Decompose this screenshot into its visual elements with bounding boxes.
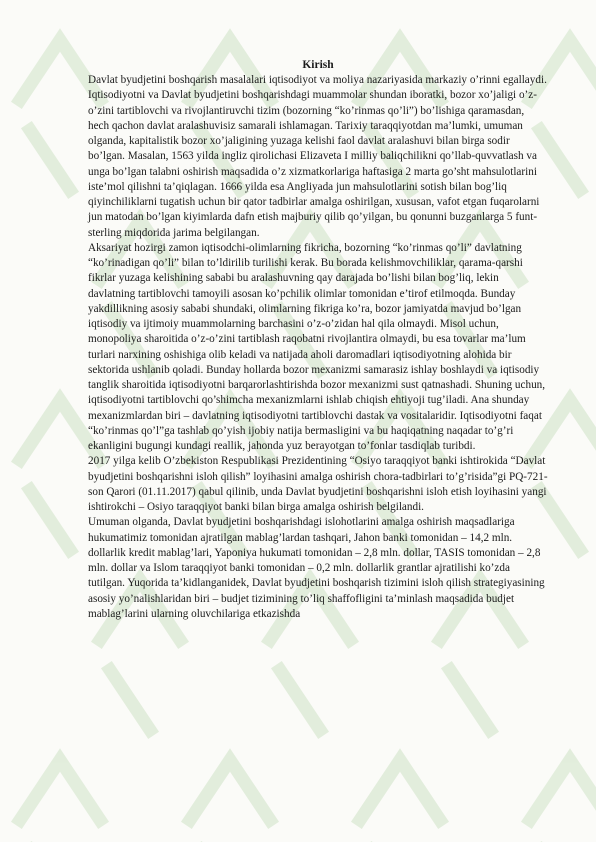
watermark-stroke [190, 760, 270, 842]
watermark-stroke [360, 760, 440, 842]
document-body [88, 58, 548, 622]
watermark-stroke [20, 760, 100, 842]
document-title: Kirish [302, 59, 334, 71]
paragraph-3: 2017 yilga kelib O’zbekiston Respublikasi Prezidentining “Osiyo taraqqiyot banki ishtirokida “Davlat byudjetini boshqarishni isloh qilish” loyihasini amalga oshirish chora-tadbirlari to’g’risida”gi PQ-721-son Qarori (01.11.2017) qabul qilinib, unda Davlat byudjetini boshqarishni isloh etish loyihasini yangi ishtirokchi – Osiyo taraqqiyot banki bilan birga amalga oshirish belgilandi. [88, 455, 548, 513]
paragraph-1: Davlat byudjetini boshqarish masalalari iqtisodiyot va moliya nazariyasida markaziy o’rinni egallaydi. Iqtisodiyotni va Davlat byudjetini boshqarishdagi muammolar shundan iboratki, bozor xo’jaligi o’z-o’zini tartiblovchi va rivojlantiruvchi tizim (bozorning “ko’rinmas qo’li”) bo’lishiga qaramasdan, hech qachon davlat aralashuvisiz samarali ishlamagan. Tarixiy taraqqiyotdan ma’lumki, umuman olganda, kapitalistik bozor xo’jaligining yuzaga kelishi faol davlat aralashuvi bilan birga sodir bo’lgan. Masalan, 1563 yilda ingliz qirolichasi Elizaveta I milliy baliqchilikni qo’llab-quvvatlash va unga bo’lgan talabni oshirish maqsadida o’z xizmatkorlariga haftasiga 2 marta go’sht mahsulotlarini iste’mol qilishni ta’qiqlagan. 1666 yilda esa Angliyada jun mahsulotlarini sotish bilan bog’liq qiyinchiliklarni tugatish uchun bir qator tadbirlar amalga oshirilgan, xususan, vafot etgan fuqarolarni jun matodan bo’lgan kiyimlarda dafn etish majburiy qilib qo’yilgan, bu qonunni buzganlarga 5 funt-sterling miqdorida jarima belgilangan. [88, 74, 547, 239]
paragraph-4: Umuman olganda, Davlat byudjetini boshqarishdagi islohotlarini amalga oshirish maqsadlariga hukumatimiz tomonidan ajratilgan mablag’lardan tashqari, Jahon banki tomonidan – 14,2 mln. dollarlik kredit mablag’lari, Yaponiya hukumati tomonidan – 2,8 mln. dollar, TASIS tomonidan – 2,8 mln. dollar va Islom taraqqiyot banki tomonidan – 0,2 mln. dollarlik grantlar ajratilishi ko’zda tutilgan. Yuqorida ta’kidlanganidek, Davlat byudjetini boshqarish tizimini isloh qilish strategiyasining asosiy yo’nalishlaridan biri – budjet tizimining to’liq shaffofligini ta’minlash maqsadida budjet mablag’larini ularning oluvchilariga etkazishda [88, 516, 545, 620]
watermark-stroke [530, 760, 596, 842]
paragraph-2: Aksariyat hozirgi zamon iqtisodchi-olimlarning fikricha, bozorning “ko’rinmas qo’li” davlatning “ko’rinadigan qo’li” bilan to’ldirilib turilishi kerak. Bu borada kelishmovchiliklar, qarama-qarshi fikrlar yuzaga kelishining sababi bu aralashuvning qay darajada bo’lishi bilan bog’liq, lekin davlatning tartiblovchi tamoyili asosan ko’pchilik olimlar tomonidan e’tirof etilmoqda. Bunday yakdillikning asosiy sababi shundaki, olimlarning fikriga ko’ra, bozor jamiyatda mavjud bo’lgan iqtisodiy va ijtimoiy muammolarning barchasini o’z-o’zidan hal qila olmaydi. Misol uchun, monopoliya sharoitida o’z-o’zini tartiblash raqobatni rivojlantira olmaydi, bu esa tovarlar ma’lum turlari narxining oshishiga olib keladi va natijada aholi daromadlari iqtisodiyotning alohida bir sektorida ushlanib qoladi. Bunday hollarda bozor mexanizmi samarasiz ishlay boshlaydi va iqtisodiy tanglik sharoitida iqtisodiyotni barqarorlashtirishda bozor mexanizmi sust qatnashadi. Shuning uchun, iqtisodiyotni tartiblovchi qo’shimcha mexanizmlarni ishlab chiqish ehtiyoji tug’iladi. Ana shunday mexanizmlardan biri – davlatning iqtisodiyotni tartiblovchi dastak va vositalaridir. Iqtisodiyotni faqat “ko’rinmas qo’l”ga tashlab qo’yish ijobiy natija bermasligini va bu haqiqatning naqadar to’g’ri ekanligini bugungi kundagi reallik, jahonda yuz berayotgan to’fonlar tasdiqlab turibdi. [88, 241, 546, 452]
